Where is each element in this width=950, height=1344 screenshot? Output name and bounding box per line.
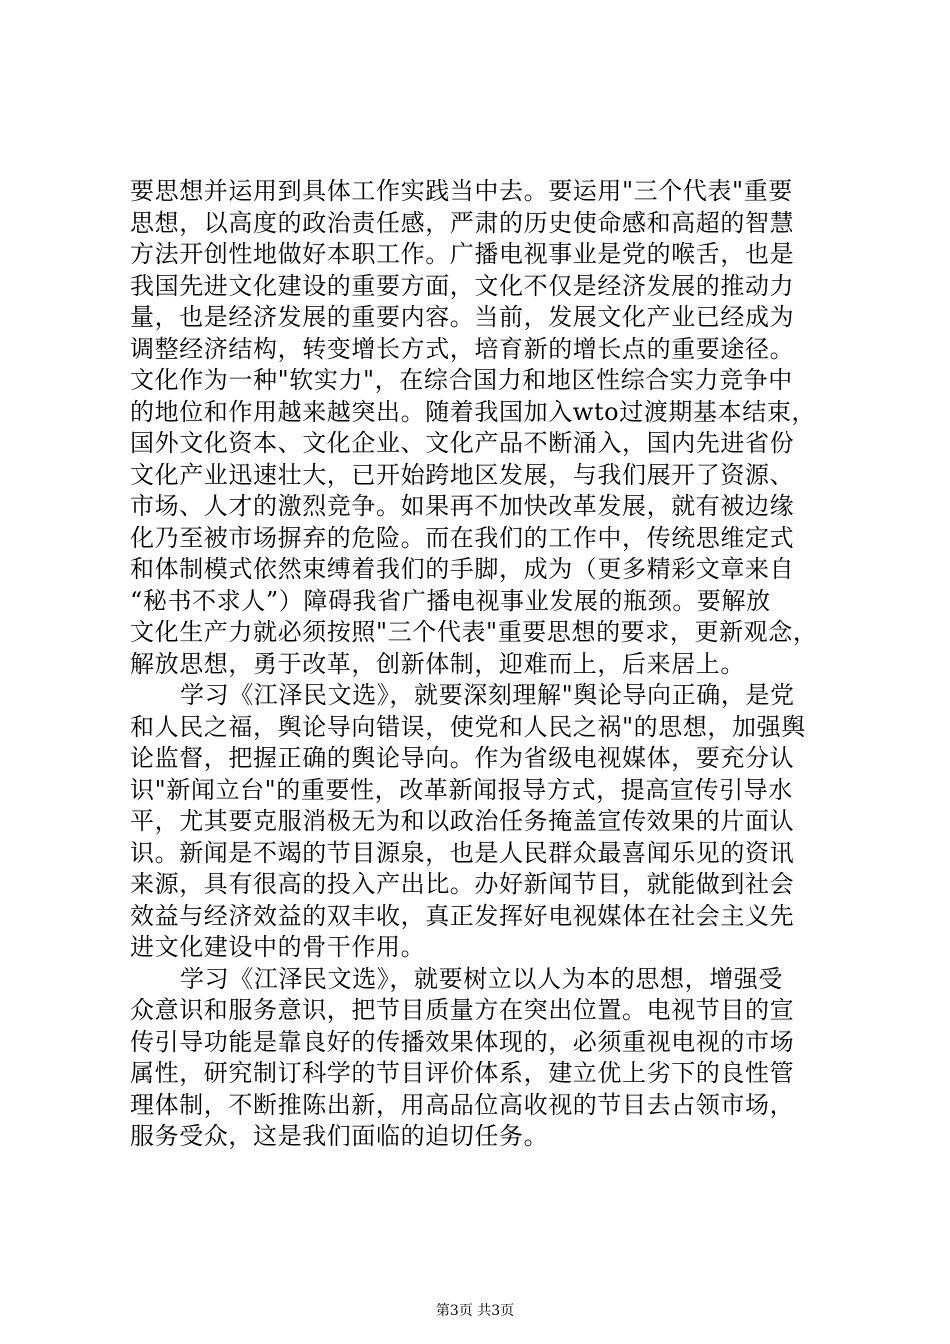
text-line: 属性，研究制订科学的节目评价体系，建立优上劣下的良性管 [130,1059,795,1087]
text-line: 国外文化资本、文化企业、文化产品不断涌入，国内先进省份 [130,429,795,457]
text-line: 方法开创性地做好本职工作。广播电视事业是党的喉舌，也是 [130,240,795,268]
text-line: 市场、人才的激烈竞争。如果再不加快改革发展，就有被边缘 [130,492,795,520]
text-line: 的地位和作用越来越突出。随着我国加入wto过渡期基本结束， [130,397,817,426]
text-line: 思想，以高度的政治责任感，严肃的历史使命感和高超的智慧 [130,208,795,237]
text-line: 识。新闻是不竭的节目源泉，也是人民群众最喜闻乐见的资讯 [130,838,795,867]
document-body [130,176,830,1153]
text-line: 来源，具有很高的投入产出比。办好新闻节目，就能做到社会 [130,870,795,898]
text-line: 文化生产力就必须按照"三个代表"重要思想的要求，更新观念， [130,618,818,646]
text-line-indented: 学习《江泽民文选》，就要树立以人为本的思想，增强受 [180,964,783,993]
text-line: 理体制，不断推陈出新，用高品位高收视的节目去占领市场， [130,1090,795,1119]
text-line: 识"新闻立台"的重要性，改革新闻报导方式，提高宣传引导水 [130,775,793,804]
text-line: 和人民之福，舆论导向错误，使党和人民之祸"的思想，加强舆 [130,712,806,741]
text-line: 要思想并运用到具体工作实践当中去。要运用"三个代表"重要 [130,177,793,205]
text-line: “秘书不求人”）障碍我省广播电视事业发展的瓶颈。要解放 [130,586,771,615]
text-line: 文化作为一种"软实力"，在综合国力和地区性综合实力竞争中 [130,366,793,394]
paragraph-3 [130,964,830,1153]
text-line: 化乃至被市场摒弃的危险。而在我们的工作中，传统思维定式 [130,523,795,552]
text-line: 调整经济结构，转变增长方式，培育新的增长点的重要途径。 [130,334,795,363]
text-line: 进文化建设中的骨干作用。 [130,933,426,961]
text-line: 量，也是经济发展的重要内容。当前，发展文化产业已经成为 [130,303,795,331]
text-line: 平，尤其要克服消极无为和以政治任务掩盖宣传效果的片面认 [130,807,795,835]
text-line: 服务受众，这是我们面临的迫切任务。 [130,1122,549,1150]
text-line-indented: 学习《江泽民文选》，就要深刻理解"舆论导向正确，是党 [180,681,795,709]
text-line: 解放思想，勇于改革，创新体制，迎难而上，后来居上。 [130,649,745,678]
page-number-footer: 第3页 共3页 [435,1303,515,1319]
text-line: 和体制模式依然束缚着我们的手脚，成为（更多精彩文章来自 [130,555,795,583]
text-line: 传引导功能是靠良好的传播效果体现的，必须重视电视的市场 [130,1027,795,1056]
text-line: 我国先进文化建设的重要方面，文化不仅是经济发展的推动力 [130,271,795,300]
text-line: 论监督，把握正确的舆论导向。作为省级电视媒体，要充分认 [130,744,795,772]
text-line: 效益与经济效益的双丰收，真正发挥好电视媒体在社会主义先 [130,901,795,930]
paragraph-1 [130,176,830,680]
text-line: 众意识和服务意识，把节目质量方在突出位置。电视节目的宣 [130,996,795,1024]
text-line: 文化产业迅速壮大，已开始跨地区发展，与我们展开了资源、 [130,460,795,489]
paragraph-2 [130,680,830,964]
